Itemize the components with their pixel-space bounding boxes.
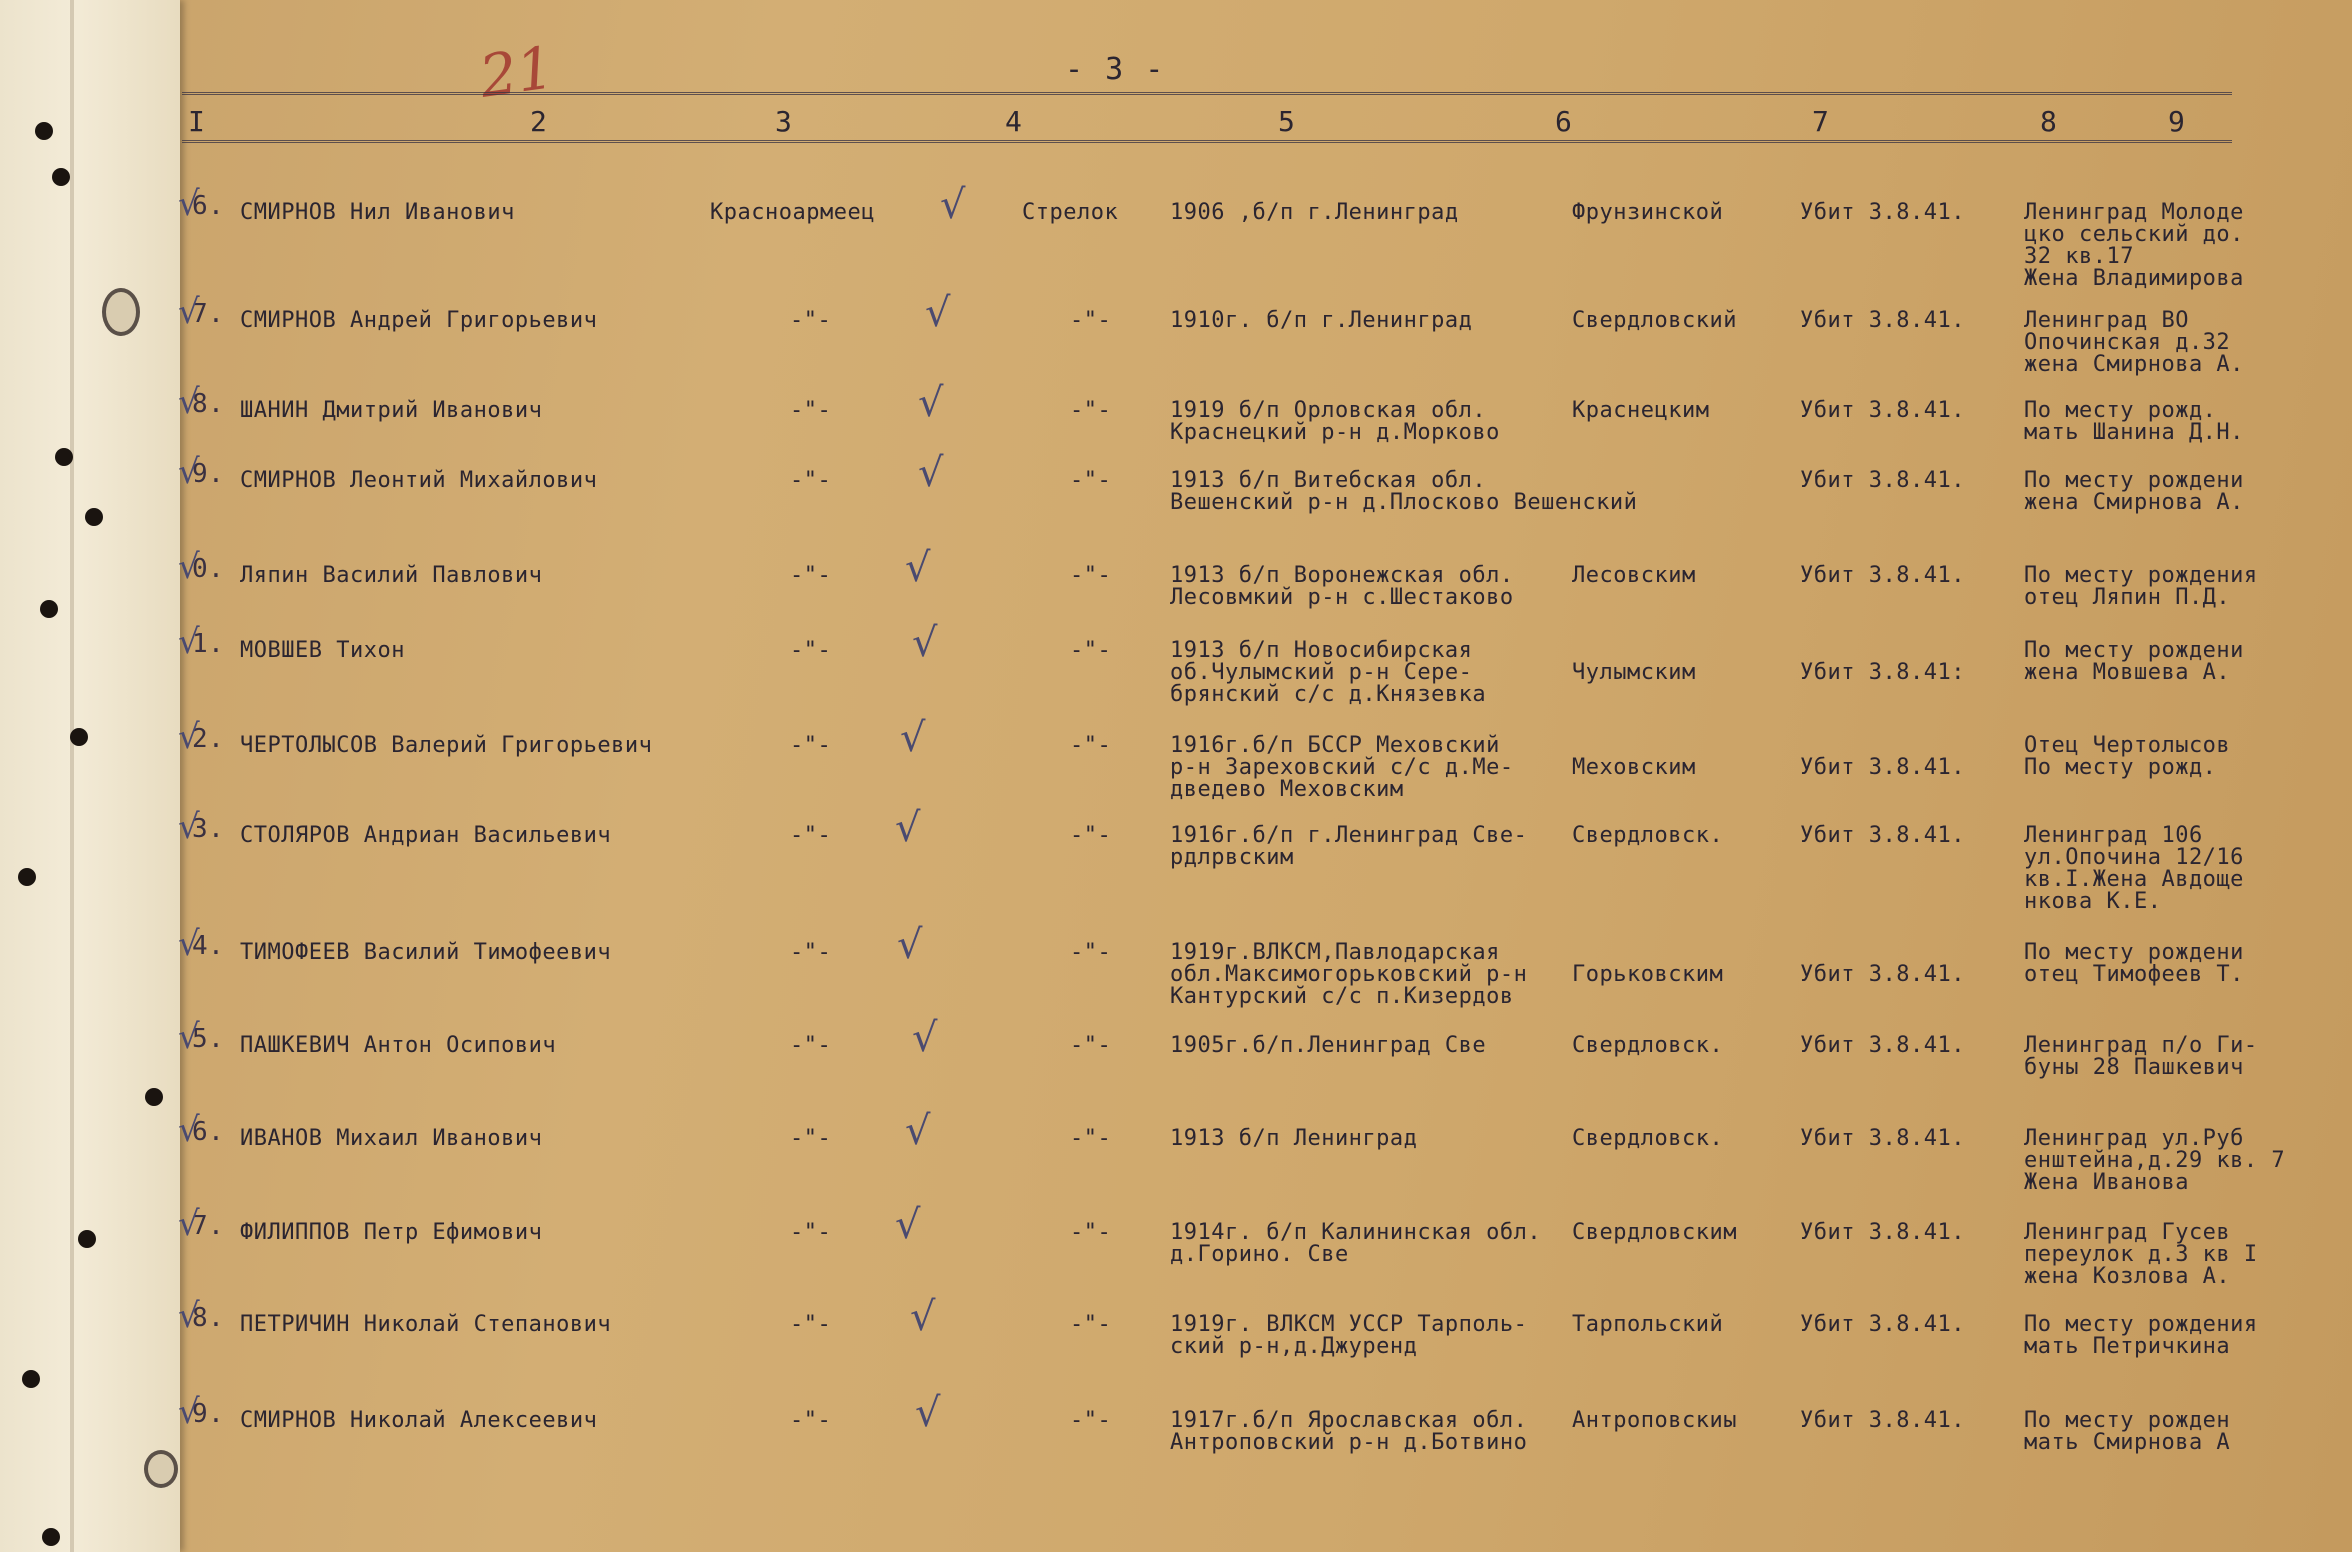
punch-hole [85, 508, 103, 526]
district-cell: Лесовским [1572, 563, 1696, 588]
status-cell: Убит 3.8.41. [1800, 1126, 1965, 1151]
birth-info-line: 1916г.б/п г.Ленинград Све- [1170, 823, 1528, 848]
strip-fold [70, 0, 74, 1552]
rank-cell: -"- [790, 1126, 832, 1151]
status-cell: Убит 3.8.41. [1800, 398, 1965, 423]
birth-info-line: 1917г.б/п Ярославская обл. [1170, 1408, 1528, 1433]
birth-info-line: обл.Максимогорьковский р-н [1170, 962, 1528, 987]
check-mark-icon: √ [897, 922, 923, 968]
row-number: 4. [192, 931, 225, 961]
punch-hole [78, 1230, 96, 1248]
address-line: Жена Иванова [2024, 1170, 2189, 1195]
row-number: 0. [192, 554, 225, 584]
address-line: Ленинград ВО [2024, 308, 2189, 333]
row-number: 7. [192, 299, 225, 329]
sheet-number: 21 [475, 33, 559, 111]
district-cell: Тарпольский [1572, 1312, 1724, 1337]
check-mark-icon: √ [915, 1390, 941, 1436]
address-line: По месту рождения [2024, 563, 2258, 588]
position-cell: -"- [1070, 1220, 1112, 1245]
soldier-name: СМИРНОВ Нил Иванович [240, 200, 515, 225]
birth-info-line: рдлрвским [1170, 845, 1294, 870]
birth-info-line: 1905г.б/п.Ленинград Све [1170, 1033, 1487, 1058]
row-number: 1. [192, 629, 225, 659]
birth-info-line: 1913 б/п Воронежская обл. [1170, 563, 1514, 588]
address-line: Ленинград ул.Руб [2024, 1126, 2244, 1151]
check-mark-icon: √ [895, 1202, 921, 1248]
address-line: мать Шанина Д.Н. [2024, 420, 2244, 445]
position-cell: -"- [1070, 1033, 1112, 1058]
rank-cell: Красноармеец [710, 200, 875, 225]
binding-ring [102, 288, 140, 336]
check-mark-icon: √ [900, 715, 926, 761]
status-cell: Убит 3.8.41. [1800, 200, 1965, 225]
district-cell: Фрунзинской [1572, 200, 1724, 225]
rank-cell: -"- [790, 823, 832, 848]
row-number: 6. [192, 191, 225, 221]
birth-info-line: р-н Зареховский с/с д.Ме- [1170, 755, 1514, 780]
address-line: мать Смирнова А [2024, 1430, 2231, 1455]
birth-info-line: 1913 б/п Витебская обл. [1170, 468, 1487, 493]
position-cell: -"- [1070, 638, 1112, 663]
address-line: кв.I.Жена Авдоще [2024, 867, 2244, 892]
row-number: 8. [192, 1303, 225, 1333]
status-cell: Убит 3.8.41. [1800, 1312, 1965, 1337]
rank-cell: -"- [790, 563, 832, 588]
birth-info-line: 1914г. б/п Калининская обл. [1170, 1220, 1542, 1245]
soldier-name: СМИРНОВ Николай Алексеевич [240, 1408, 598, 1433]
check-mark-icon: √ [905, 1108, 931, 1154]
rank-cell: -"- [790, 1033, 832, 1058]
column-number: 3 [775, 105, 792, 138]
address-line: Ленинград 106 [2024, 823, 2203, 848]
column-number: I [188, 105, 205, 138]
address-line: По месту рождения [2024, 1312, 2258, 1337]
column-numbers [0, 105, 2352, 145]
address-line: По месту рожд. [2024, 398, 2217, 423]
margin-check-icon: √ [178, 924, 200, 964]
district-cell: Краснецким [1572, 398, 1710, 423]
check-mark-icon: √ [940, 182, 966, 228]
column-number: 6 [1555, 105, 1572, 138]
column-number: 7 [1812, 105, 1829, 138]
address-line: жена Смирнова А. [2024, 352, 2244, 377]
check-mark-icon: √ [925, 290, 951, 336]
position-cell: -"- [1070, 468, 1112, 493]
district-cell: Чулымским [1572, 660, 1696, 685]
rank-cell: -"- [790, 638, 832, 663]
address-line: Ленинград п/о Ги- [2024, 1033, 2258, 1058]
check-mark-icon: √ [918, 450, 944, 496]
district-cell: Свердловск. [1572, 1033, 1724, 1058]
check-mark-icon: √ [895, 805, 921, 851]
status-cell: Убит 3.8.41. [1800, 962, 1965, 987]
check-mark-icon: √ [918, 380, 944, 426]
rank-cell: -"- [790, 1220, 832, 1245]
punch-hole [55, 448, 73, 466]
rank-cell: -"- [790, 1312, 832, 1337]
soldier-name: ЧЕРТОЛЫСОВ Валерий Григорьевич [240, 733, 653, 758]
position-cell: -"- [1070, 563, 1112, 588]
margin-check-icon: √ [178, 717, 200, 757]
position-cell: -"- [1070, 1408, 1112, 1433]
address-line: жена Козлова А. [2024, 1264, 2231, 1289]
address-line: буны 28 Пашкевич [2024, 1055, 2244, 1080]
address-line: Ленинград Гусев [2024, 1220, 2231, 1245]
margin-check-icon: √ [178, 452, 200, 492]
birth-info-line: д.Горино. Све [1170, 1242, 1349, 1267]
margin-check-icon: √ [178, 622, 200, 662]
birth-info-line: 1906 ,б/п г.Ленинград [1170, 200, 1459, 225]
birth-info-line: 1916г.б/п БССР Меховский [1170, 733, 1500, 758]
status-cell: Убит 3.8.41. [1800, 308, 1965, 333]
district-cell: Свердловск. [1572, 823, 1724, 848]
margin-check-icon: √ [178, 1110, 200, 1150]
position-cell: -"- [1070, 823, 1112, 848]
birth-info-line: Лесовмкий р-н с.Шестаково [1170, 585, 1514, 610]
binding-ring [144, 1450, 178, 1488]
column-number: 8 [2040, 105, 2057, 138]
punch-hole [70, 728, 88, 746]
district-cell: Свердловский [1572, 308, 1737, 333]
row-number: 6. [192, 1117, 225, 1147]
status-cell: Убит 3.8.41: [1800, 660, 1965, 685]
soldier-name: ФИЛИППОВ Петр Ефимович [240, 1220, 543, 1245]
margin-check-icon: √ [178, 292, 200, 332]
address-line: цко сельский до. [2024, 222, 2244, 247]
birth-info-line: 1919г. ВЛКСМ УССР Тарполь- [1170, 1312, 1528, 1337]
check-mark-icon: √ [912, 1015, 938, 1061]
rank-cell: -"- [790, 733, 832, 758]
soldier-name: ИВАНОВ Михаил Иванович [240, 1126, 543, 1151]
address-line: Жена Владимирова [2024, 266, 2244, 291]
row-number: 9. [192, 459, 225, 489]
birth-info-line: дведево Меховским [1170, 777, 1404, 802]
address-line: отец Ляпин П.Д. [2024, 585, 2231, 610]
column-number: 9 [2168, 105, 2185, 138]
birth-info-line: Антроповский р-н д.Ботвино [1170, 1430, 1528, 1455]
margin-check-icon: √ [178, 547, 200, 587]
punch-hole [145, 1088, 163, 1106]
soldier-name: ПЕТРИЧИН Николай Степанович [240, 1312, 612, 1337]
check-mark-icon: √ [905, 545, 931, 591]
district-cell: Свердловским [1572, 1220, 1737, 1245]
birth-info-line: 1919 б/п Орловская обл. [1170, 398, 1487, 423]
rank-cell: -"- [790, 398, 832, 423]
address-line: По месту рождени [2024, 468, 2244, 493]
birth-info-line: ский р-н,д.Джуренд [1170, 1334, 1418, 1359]
address-line: отец Тимофеев Т. [2024, 962, 2244, 987]
birth-info-line: Кантурский с/с п.Кизердов [1170, 984, 1514, 1009]
address-line: Опочинская д.32 [2024, 330, 2231, 355]
punch-hole [40, 600, 58, 618]
address-line: нкова К.Е. [2024, 889, 2162, 914]
soldier-name: ТИМОФЕЕВ Василий Тимофеевич [240, 940, 612, 965]
birth-info-line: 1913 б/п Ленинград [1170, 1126, 1418, 1151]
rank-cell: -"- [790, 308, 832, 333]
address-line: По месту рожд. [2024, 755, 2217, 780]
margin-check-icon: √ [178, 1017, 200, 1057]
position-cell: -"- [1070, 1312, 1112, 1337]
check-mark-icon: √ [910, 1294, 936, 1340]
address-line: 32 кв.17 [2024, 244, 2134, 269]
rank-cell: -"- [790, 468, 832, 493]
header-rule-top [182, 92, 2232, 95]
margin-check-icon: √ [178, 382, 200, 422]
soldier-name: СМИРНОВ Андрей Григорьевич [240, 308, 598, 333]
address-line: ул.Опочина 12/16 [2024, 845, 2244, 870]
row-number: 7. [192, 1211, 225, 1241]
row-number: 3. [192, 814, 225, 844]
birth-info-line: Краснецкий р-н д.Морково [1170, 420, 1500, 445]
address-line: Ленинград Молоде [2024, 200, 2244, 225]
position-cell: -"- [1070, 398, 1112, 423]
address-line: Отец Чертолысов [2024, 733, 2231, 758]
punch-hole [52, 168, 70, 186]
address-line: По месту рождени [2024, 638, 2244, 663]
soldier-name: МОВШЕВ Тихон [240, 638, 405, 663]
address-line: По месту рождени [2024, 940, 2244, 965]
soldier-name: Ляпин Василий Павлович [240, 563, 543, 588]
punch-hole [42, 1528, 60, 1546]
position-cell: -"- [1070, 940, 1112, 965]
status-cell: Убит 3.8.41. [1800, 1033, 1965, 1058]
district-cell: Свердловск. [1572, 1126, 1724, 1151]
status-cell: Убит 3.8.41. [1800, 563, 1965, 588]
row-number: 9. [192, 1399, 225, 1429]
soldier-name: ШАНИН Дмитрий Иванович [240, 398, 543, 423]
margin-check-icon: √ [178, 1204, 200, 1244]
birth-info-line: 1919г.ВЛКСМ,Павлодарская [1170, 940, 1500, 965]
page-number: - 3 - [1065, 52, 1166, 87]
address-line: жена Мовшева А. [2024, 660, 2231, 685]
margin-check-icon: √ [178, 807, 200, 847]
birth-info-line: 1910г. б/п г.Ленинград [1170, 308, 1473, 333]
check-mark-icon: √ [912, 620, 938, 666]
row-number: 8. [192, 389, 225, 419]
district-cell: Горьковским [1572, 962, 1724, 987]
column-number: 2 [530, 105, 547, 138]
margin-check-icon: √ [178, 184, 200, 224]
district-cell: Меховским [1572, 755, 1696, 780]
punch-hole [22, 1370, 40, 1388]
position-cell: -"- [1070, 733, 1112, 758]
rank-cell: -"- [790, 940, 832, 965]
rank-cell: -"- [790, 1408, 832, 1433]
binding-strip [0, 0, 180, 1552]
birth-info-line: Вешенский р-н д.Плосково Вешенский [1170, 490, 1638, 515]
column-number: 4 [1005, 105, 1022, 138]
status-cell: Убит 3.8.41. [1800, 1408, 1965, 1433]
birth-info-line: 1913 б/п Новосибирская [1170, 638, 1473, 663]
district-cell: Антроповскиы [1572, 1408, 1737, 1433]
punch-hole [18, 868, 36, 886]
position-cell: Стрелок [1022, 200, 1119, 225]
soldier-name: СМИРНОВ Леонтий Михайлович [240, 468, 598, 493]
address-line: переулок д.3 кв I [2024, 1242, 2258, 1267]
status-cell: Убит 3.8.41. [1800, 823, 1965, 848]
address-line: По месту рожден [2024, 1408, 2231, 1433]
position-cell: -"- [1070, 1126, 1112, 1151]
birth-info-line: брянский с/с д.Князевка [1170, 682, 1487, 707]
status-cell: Убит 3.8.41. [1800, 468, 1965, 493]
margin-check-icon: √ [178, 1392, 200, 1432]
status-cell: Убит 3.8.41. [1800, 755, 1965, 780]
address-line: жена Смирнова А. [2024, 490, 2244, 515]
status-cell: Убит 3.8.41. [1800, 1220, 1965, 1245]
soldier-name: СТОЛЯРОВ Андриан Васильевич [240, 823, 612, 848]
address-line: мать Петричкина [2024, 1334, 2231, 1359]
column-number: 5 [1278, 105, 1295, 138]
address-line: енштейна,д.29 кв. 7 [2024, 1148, 2286, 1173]
row-number: 5. [192, 1024, 225, 1054]
margin-check-icon: √ [178, 1296, 200, 1336]
position-cell: -"- [1070, 308, 1112, 333]
row-number: 2. [192, 724, 225, 754]
birth-info-line: об.Чулымский р-н Сере- [1170, 660, 1473, 685]
soldier-name: ПАШКЕВИЧ Антон Осипович [240, 1033, 557, 1058]
